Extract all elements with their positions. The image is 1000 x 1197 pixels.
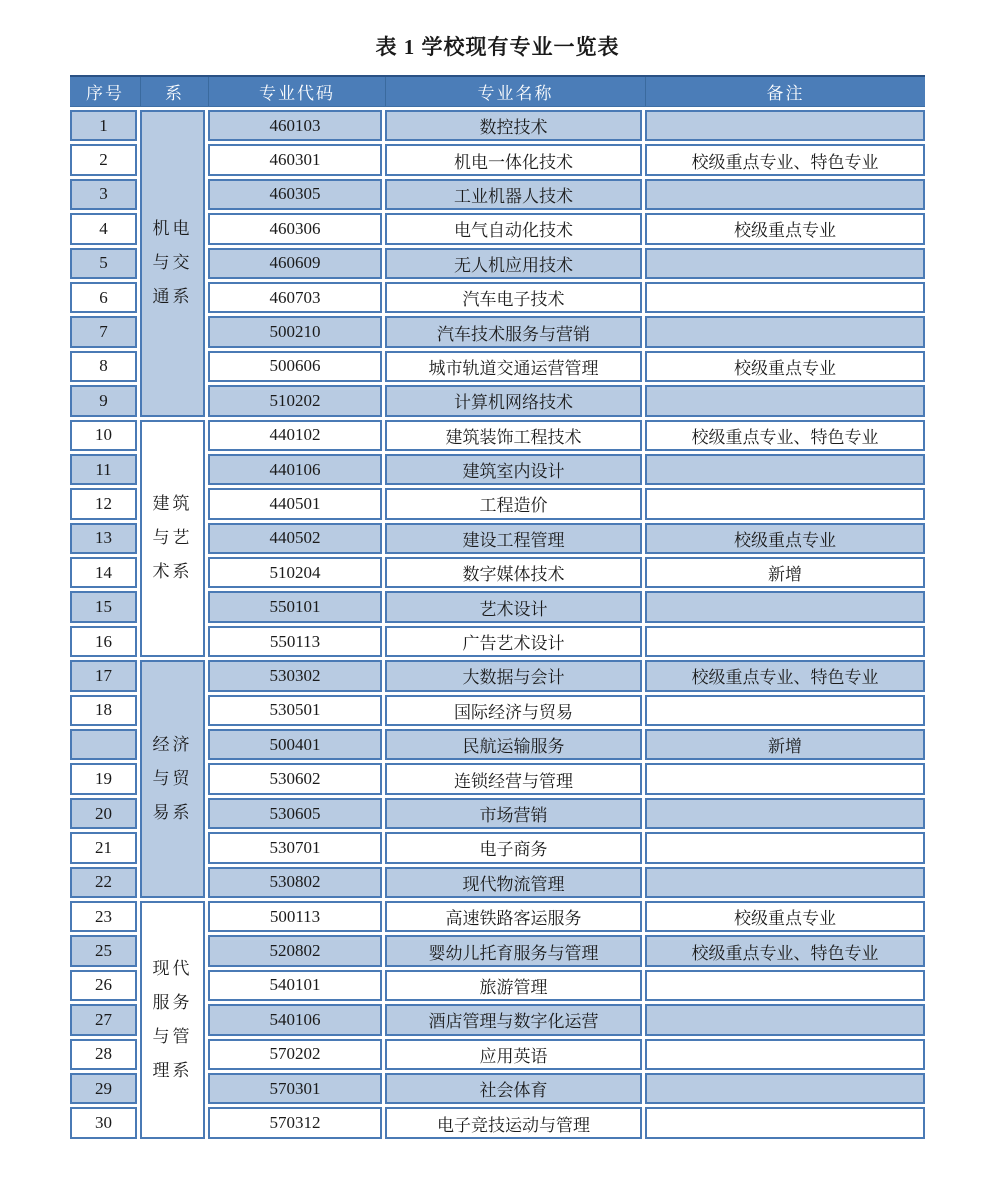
remark-cell <box>645 1004 925 1035</box>
remark-cell <box>645 970 925 1001</box>
department-line: 易系 <box>152 803 193 823</box>
remark-cell <box>645 454 925 485</box>
no-cell: 18 <box>70 695 137 726</box>
code-cell: 500210 <box>208 316 382 347</box>
no-cell: 10 <box>70 420 137 451</box>
remark-cell: 校级重点专业、特色专业 <box>645 660 925 691</box>
code-cell: 530701 <box>208 832 382 863</box>
code-cell: 540106 <box>208 1004 382 1035</box>
no-cell: 13 <box>70 523 137 554</box>
remark-cell <box>645 385 925 416</box>
no-cell: 27 <box>70 1004 137 1035</box>
remark-cell: 校级重点专业 <box>645 213 925 244</box>
remark-cell: 校级重点专业 <box>645 901 925 932</box>
no-cell: 2 <box>70 144 137 175</box>
name-cell: 旅游管理 <box>385 970 642 1001</box>
name-cell: 应用英语 <box>385 1039 642 1070</box>
no-cell: 16 <box>70 626 137 657</box>
code-cell: 460703 <box>208 282 382 313</box>
department-line: 经济 <box>152 735 193 755</box>
code-cell: 520802 <box>208 935 382 966</box>
no-cell: 25 <box>70 935 137 966</box>
remark-cell <box>645 1107 925 1138</box>
name-cell: 广告艺术设计 <box>385 626 642 657</box>
no-cell: 4 <box>70 213 137 244</box>
no-cell: 19 <box>70 763 137 794</box>
name-cell: 汽车技术服务与营销 <box>385 316 642 347</box>
name-cell: 汽车电子技术 <box>385 282 642 313</box>
remark-cell <box>645 591 925 622</box>
department-line: 理系 <box>152 1060 193 1080</box>
code-cell: 460609 <box>208 248 382 279</box>
department-line: 与贸 <box>152 769 193 789</box>
remark-cell <box>645 248 925 279</box>
name-cell: 电子商务 <box>385 832 642 863</box>
header-cell-name: 专业名称 <box>385 77 645 106</box>
code-cell: 460305 <box>208 179 382 210</box>
department-line: 现代 <box>152 958 193 978</box>
no-cell: 11 <box>70 454 137 485</box>
majors-table <box>70 75 925 1139</box>
code-cell: 540101 <box>208 970 382 1001</box>
code-cell: 530602 <box>208 763 382 794</box>
department-line: 与艺 <box>152 528 193 548</box>
no-cell: 20 <box>70 798 137 829</box>
name-cell: 连锁经营与管理 <box>385 763 642 794</box>
name-cell: 工业机器人技术 <box>385 179 642 210</box>
no-cell: 8 <box>70 351 137 382</box>
no-cell: 1 <box>70 110 137 141</box>
remark-cell <box>645 832 925 863</box>
name-cell: 民航运输服务 <box>385 729 642 760</box>
code-cell: 570312 <box>208 1107 382 1138</box>
code-cell: 500401 <box>208 729 382 760</box>
remark-cell: 新增 <box>645 557 925 588</box>
name-cell: 电子竞技运动与管理 <box>385 1107 642 1138</box>
remark-cell: 校级重点专业、特色专业 <box>645 144 925 175</box>
header-cell-no: 序号 <box>86 84 124 103</box>
code-cell: 440502 <box>208 523 382 554</box>
header-cell-code: 专业代码 <box>208 77 385 106</box>
no-cell: 6 <box>70 282 137 313</box>
remark-cell <box>645 626 925 657</box>
no-cell: 23 <box>70 901 137 932</box>
code-cell: 500113 <box>208 901 382 932</box>
no-cell: 22 <box>70 867 137 898</box>
remark-cell: 新增 <box>645 729 925 760</box>
no-cell: 3 <box>70 179 137 210</box>
code-cell: 440501 <box>208 488 382 519</box>
table-header-row <box>70 75 925 107</box>
name-cell: 婴幼儿托育服务与管理 <box>385 935 642 966</box>
no-cell: 14 <box>70 557 137 588</box>
remark-cell <box>645 867 925 898</box>
table-grid <box>70 110 925 1139</box>
name-cell: 电气自动化技术 <box>385 213 642 244</box>
department-cell <box>140 110 205 417</box>
name-cell: 机电一体化技术 <box>385 144 642 175</box>
remark-cell <box>645 1039 925 1070</box>
name-cell: 无人机应用技术 <box>385 248 642 279</box>
code-cell: 530802 <box>208 867 382 898</box>
no-cell: 28 <box>70 1039 137 1070</box>
code-cell: 530501 <box>208 695 382 726</box>
no-cell <box>70 729 137 760</box>
code-cell: 510204 <box>208 557 382 588</box>
remark-cell <box>645 316 925 347</box>
no-cell: 21 <box>70 832 137 863</box>
department-line: 机电 <box>152 219 193 239</box>
header-cell-department: 系 <box>140 77 208 106</box>
code-cell: 460103 <box>208 110 382 141</box>
department-cell <box>140 901 205 1139</box>
department-line: 与交 <box>152 253 193 273</box>
remark-cell <box>645 282 925 313</box>
code-cell: 550101 <box>208 591 382 622</box>
remark-cell <box>645 695 925 726</box>
name-cell: 大数据与会计 <box>385 660 642 691</box>
no-cell: 12 <box>70 488 137 519</box>
name-cell: 数控技术 <box>385 110 642 141</box>
no-cell: 7 <box>70 316 137 347</box>
name-cell: 数字媒体技术 <box>385 557 642 588</box>
no-cell: 5 <box>70 248 137 279</box>
department-line: 与管 <box>152 1026 193 1046</box>
code-cell: 550113 <box>208 626 382 657</box>
name-cell: 工程造价 <box>385 488 642 519</box>
department-line: 服务 <box>152 992 193 1012</box>
name-cell: 高速铁路客运服务 <box>385 901 642 932</box>
no-cell: 15 <box>70 591 137 622</box>
code-cell: 500606 <box>208 351 382 382</box>
department-cell <box>140 660 205 898</box>
name-cell: 城市轨道交通运营管理 <box>385 351 642 382</box>
name-cell: 现代物流管理 <box>385 867 642 898</box>
remark-cell <box>645 488 925 519</box>
code-cell: 440106 <box>208 454 382 485</box>
name-cell: 国际经济与贸易 <box>385 695 642 726</box>
remark-cell <box>645 179 925 210</box>
no-cell: 30 <box>70 1107 137 1138</box>
department-line: 通系 <box>152 287 193 307</box>
remark-cell: 校级重点专业 <box>645 523 925 554</box>
name-cell: 社会体育 <box>385 1073 642 1104</box>
name-cell: 建设工程管理 <box>385 523 642 554</box>
table-title: 表 1 学校现有专业一览表 <box>375 35 620 59</box>
name-cell: 艺术设计 <box>385 591 642 622</box>
name-cell: 市场营销 <box>385 798 642 829</box>
department-line: 术系 <box>152 562 193 582</box>
department-cell <box>140 420 205 658</box>
code-cell: 510202 <box>208 385 382 416</box>
remark-cell <box>645 763 925 794</box>
remark-cell <box>645 1073 925 1104</box>
no-cell: 29 <box>70 1073 137 1104</box>
code-cell: 530605 <box>208 798 382 829</box>
code-cell: 530302 <box>208 660 382 691</box>
no-cell: 9 <box>70 385 137 416</box>
name-cell: 建筑室内设计 <box>385 454 642 485</box>
department-line: 建筑 <box>152 494 193 514</box>
header-cell-remark: 备注 <box>645 77 925 106</box>
name-cell: 酒店管理与数字化运营 <box>385 1004 642 1035</box>
no-cell: 17 <box>70 660 137 691</box>
remark-cell <box>645 798 925 829</box>
remark-cell: 校级重点专业 <box>645 351 925 382</box>
remark-cell: 校级重点专业、特色专业 <box>645 935 925 966</box>
no-cell: 26 <box>70 970 137 1001</box>
code-cell: 440102 <box>208 420 382 451</box>
remark-cell: 校级重点专业、特色专业 <box>645 420 925 451</box>
name-cell: 计算机网络技术 <box>385 385 642 416</box>
name-cell: 建筑装饰工程技术 <box>385 420 642 451</box>
remark-cell <box>645 110 925 141</box>
code-cell: 570301 <box>208 1073 382 1104</box>
code-cell: 460301 <box>208 144 382 175</box>
code-cell: 460306 <box>208 213 382 244</box>
code-cell: 570202 <box>208 1039 382 1070</box>
